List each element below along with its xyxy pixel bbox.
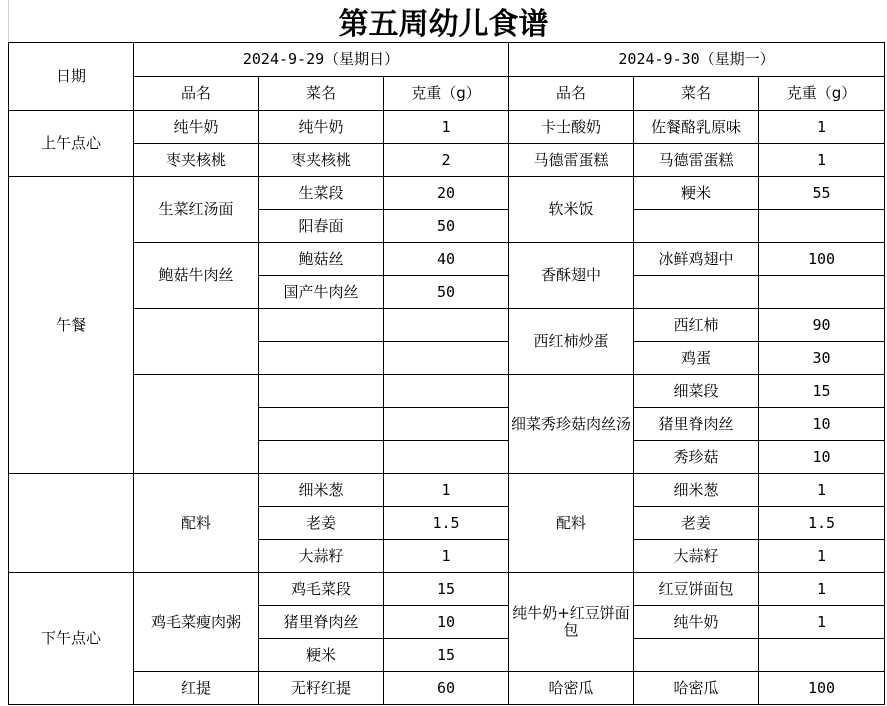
table-row — [9, 474, 885, 507]
dish-name: 西红柿炒蛋 — [509, 309, 634, 375]
ingredient-weight: 60 — [384, 672, 509, 705]
ingredient-name: 猪里脊肉丝 — [259, 606, 384, 639]
day1-col-ingredient: 菜名 — [259, 77, 384, 111]
dish-name: 马德雷蛋糕 — [509, 144, 634, 177]
menu-table — [8, 42, 885, 705]
dish-name: 纯牛奶+红豆饼面包 — [509, 573, 634, 672]
ingredient-weight: 30 — [759, 342, 885, 375]
ingredient-name: 粳米 — [634, 177, 759, 210]
empty-cell — [634, 276, 759, 309]
ingredient-name: 马德雷蛋糕 — [634, 144, 759, 177]
ingredient-name: 枣夹核桃 — [259, 144, 384, 177]
table-row — [9, 111, 885, 144]
ingredient-weight: 40 — [384, 243, 509, 276]
empty-cell — [384, 342, 509, 375]
ingredient-weight: 10 — [759, 441, 885, 474]
ingredient-weight: 20 — [384, 177, 509, 210]
ingredient-weight: 1.5 — [384, 507, 509, 540]
empty-cell — [759, 276, 885, 309]
ingredient-name: 鲍菇丝 — [259, 243, 384, 276]
ingredient-weight: 90 — [759, 309, 885, 342]
ingredient-name: 西红柿 — [634, 309, 759, 342]
ingredient-name: 哈密瓜 — [634, 672, 759, 705]
day2-col-dish: 品名 — [509, 77, 634, 111]
empty-cell — [259, 342, 384, 375]
empty-cell — [134, 309, 259, 375]
dish-name: 卡士酸奶 — [509, 111, 634, 144]
ingredient-weight: 15 — [759, 375, 885, 408]
ingredient-name: 国产牛肉丝 — [259, 276, 384, 309]
table-row — [9, 573, 885, 606]
ingredient-name: 大蒜籽 — [634, 540, 759, 573]
empty-cell — [259, 309, 384, 342]
dish-name: 枣夹核桃 — [134, 144, 259, 177]
ingredient-name: 老姜 — [259, 507, 384, 540]
ingredient-weight: 1 — [759, 474, 885, 507]
ingredient-weight: 1 — [384, 111, 509, 144]
ingredient-weight: 1 — [384, 474, 509, 507]
section-seasoning-blank — [9, 474, 134, 573]
ingredient-weight: 1.5 — [759, 507, 885, 540]
dish-name: 软米饭 — [509, 177, 634, 243]
ingredient-weight: 55 — [759, 177, 885, 210]
empty-cell — [634, 639, 759, 672]
day1-date: 2024-9-29（星期日） — [134, 43, 509, 77]
header-row-dates — [9, 43, 885, 77]
ingredient-weight: 100 — [759, 672, 885, 705]
section-morning-snack: 上午点心 — [9, 111, 134, 177]
ingredient-weight: 1 — [759, 573, 885, 606]
page-title: 第五周幼儿食谱 — [338, 7, 549, 42]
empty-cell — [384, 441, 509, 474]
empty-cell — [384, 309, 509, 342]
ingredient-weight: 1 — [759, 144, 885, 177]
dish-name: 配料 — [509, 474, 634, 573]
empty-cell — [259, 375, 384, 408]
ingredient-weight: 15 — [384, 639, 509, 672]
ingredient-name: 冰鲜鸡翅中 — [634, 243, 759, 276]
dish-name: 配料 — [134, 474, 259, 573]
ingredient-weight: 1 — [384, 540, 509, 573]
table-row — [9, 375, 885, 408]
ingredient-name: 纯牛奶 — [634, 606, 759, 639]
ingredient-name: 粳米 — [259, 639, 384, 672]
ingredient-name: 生菜段 — [259, 177, 384, 210]
ingredient-name: 秀珍菇 — [634, 441, 759, 474]
ingredient-weight: 1 — [759, 111, 885, 144]
table-row — [9, 309, 885, 342]
day2-col-ingredient: 菜名 — [634, 77, 759, 111]
ingredient-name: 鸡毛菜段 — [259, 573, 384, 606]
empty-cell — [259, 408, 384, 441]
ingredient-weight: 1 — [759, 540, 885, 573]
ingredient-weight: 2 — [384, 144, 509, 177]
ingredient-name: 阳春面 — [259, 210, 384, 243]
dish-name: 香酥翅中 — [509, 243, 634, 309]
dish-name: 哈密瓜 — [509, 672, 634, 705]
ingredient-weight: 100 — [759, 243, 885, 276]
ingredient-name: 细菜段 — [634, 375, 759, 408]
empty-cell — [759, 210, 885, 243]
ingredient-weight: 50 — [384, 210, 509, 243]
empty-cell — [759, 639, 885, 672]
dish-name: 鸡毛菜瘦肉粥 — [134, 573, 259, 672]
ingredient-name: 鸡蛋 — [634, 342, 759, 375]
table-row — [9, 672, 885, 705]
ingredient-weight: 50 — [384, 276, 509, 309]
ingredient-name: 纯牛奶 — [259, 111, 384, 144]
ingredient-name: 大蒜籽 — [259, 540, 384, 573]
dish-name: 细菜秀珍菇肉丝汤 — [509, 375, 634, 474]
header-row-columns — [9, 77, 885, 111]
section-lunch: 午餐 — [9, 177, 134, 474]
ingredient-weight: 1 — [759, 606, 885, 639]
dish-name: 生菜红汤面 — [134, 177, 259, 243]
empty-cell — [134, 375, 259, 474]
day1-col-dish: 品名 — [134, 77, 259, 111]
empty-cell — [634, 210, 759, 243]
ingredient-name: 细米葱 — [634, 474, 759, 507]
ingredient-name: 无籽红提 — [259, 672, 384, 705]
ingredient-name: 佐餐酪乳原味 — [634, 111, 759, 144]
day2-col-weight: 克重（g） — [759, 77, 885, 111]
ingredient-name: 老姜 — [634, 507, 759, 540]
ingredient-weight: 10 — [759, 408, 885, 441]
empty-cell — [384, 408, 509, 441]
ingredient-weight: 15 — [384, 573, 509, 606]
day1-col-weight: 克重（g） — [384, 77, 509, 111]
day2-date: 2024-9-30（星期一） — [509, 43, 885, 77]
ingredient-name: 细米葱 — [259, 474, 384, 507]
ingredient-name: 红豆饼面包 — [634, 573, 759, 606]
section-afternoon-snack: 下午点心 — [9, 573, 134, 705]
dish-name: 鲍菇牛肉丝 — [134, 243, 259, 309]
ingredient-name: 猪里脊肉丝 — [634, 408, 759, 441]
table-row — [9, 144, 885, 177]
table-row — [9, 243, 885, 276]
ingredient-weight: 10 — [384, 606, 509, 639]
table-row — [9, 177, 885, 210]
empty-cell — [259, 441, 384, 474]
dish-name: 纯牛奶 — [134, 111, 259, 144]
empty-cell — [384, 375, 509, 408]
dish-name: 红提 — [134, 672, 259, 705]
date-label: 日期 — [9, 43, 134, 111]
